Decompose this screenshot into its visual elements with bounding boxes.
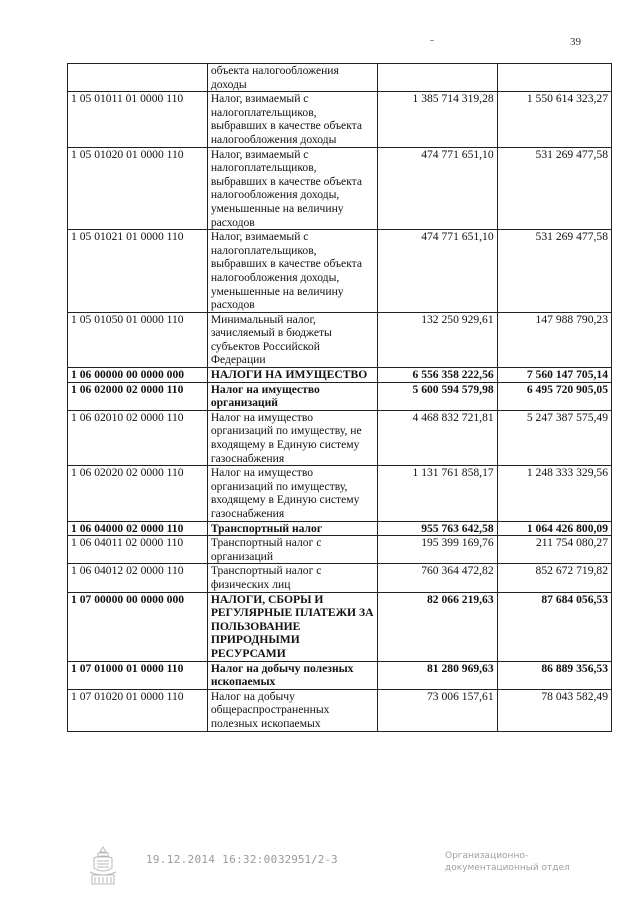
row-value-1 <box>378 64 497 92</box>
row-code: 1 07 01000 01 0000 110 <box>68 661 208 689</box>
row-value-1: 955 763 642,58 <box>378 521 497 536</box>
row-value-2: 1 550 614 323,27 <box>497 92 611 147</box>
row-code: 1 07 01020 01 0000 110 <box>68 689 208 731</box>
row-value-1: 1 385 714 319,28 <box>378 92 497 147</box>
row-name: Налог на добычу полезных ископаемых <box>207 661 377 689</box>
row-value-1: 82 066 219,63 <box>378 592 497 661</box>
row-code: 1 05 01011 01 0000 110 <box>68 92 208 147</box>
row-name: НАЛОГИ, СБОРЫ И РЕГУЛЯРНЫЕ ПЛАТЕЖИ ЗА ПОЛЬЗОВАНИЕ ПРИРОДНЫМИ РЕСУРСАМИ <box>207 592 377 661</box>
row-code: 1 05 01021 01 0000 110 <box>68 230 208 313</box>
row-value-2: 852 672 719,82 <box>497 564 611 592</box>
row-value-2: 531 269 477,58 <box>497 230 611 313</box>
registration-datetime: 19.12.2014 16:32:00 <box>146 853 278 866</box>
table-row <box>68 689 612 731</box>
table-row <box>68 661 612 689</box>
row-code: 1 05 01050 01 0000 110 <box>68 312 208 367</box>
row-value-2: 147 988 790,23 <box>497 312 611 367</box>
department-line-1: Организационно- <box>445 851 529 861</box>
table-row <box>68 410 612 465</box>
row-name: Налог на имущество организаций по имуществу, входящему в Единую систему газоснабжения <box>207 466 377 521</box>
row-name: объекта налогообложения доходы <box>207 64 377 92</box>
row-code: 1 07 00000 00 0000 000 <box>68 592 208 661</box>
row-value-2: 86 889 356,53 <box>497 661 611 689</box>
registration-number: 32951/2-3 <box>278 853 338 866</box>
page-number: 39 <box>570 36 581 48</box>
row-code: 1 06 02020 02 0000 110 <box>68 466 208 521</box>
row-value-1: 474 771 651,10 <box>378 147 497 230</box>
scan-artifact <box>430 40 434 41</box>
department-line-2: документационный отдел <box>445 863 570 873</box>
table-row <box>68 564 612 592</box>
row-name: Налог на имущество организаций <box>207 382 377 410</box>
row-name: Транспортный налог с физических лиц <box>207 564 377 592</box>
row-value-1: 760 364 472,82 <box>378 564 497 592</box>
row-value-1: 4 468 832 721,81 <box>378 410 497 465</box>
row-code: 1 06 02000 02 0000 110 <box>68 382 208 410</box>
row-value-2: 7 560 147 705,14 <box>497 368 611 383</box>
table-row <box>68 592 612 661</box>
row-value-2: 1 064 426 800,09 <box>497 521 611 536</box>
row-value-1: 132 250 929,61 <box>378 312 497 367</box>
table-row <box>68 466 612 521</box>
row-value-2: 1 248 333 329,56 <box>497 466 611 521</box>
row-value-2: 531 269 477,58 <box>497 147 611 230</box>
table-row <box>68 368 612 383</box>
row-code: 1 06 00000 00 0000 000 <box>68 368 208 383</box>
table-row <box>68 64 612 92</box>
department-stamp <box>445 850 595 874</box>
row-value-2: 5 247 387 575,49 <box>497 410 611 465</box>
row-value-2: 211 754 080,27 <box>497 536 611 564</box>
row-value-1: 81 280 969,63 <box>378 661 497 689</box>
row-code <box>68 64 208 92</box>
row-code: 1 06 02010 02 0000 110 <box>68 410 208 465</box>
row-code: 1 06 04000 02 0000 110 <box>68 521 208 536</box>
budget-table <box>67 63 612 732</box>
row-value-1: 195 399 169,76 <box>378 536 497 564</box>
row-value-2: 78 043 582,49 <box>497 689 611 731</box>
row-value-1: 73 006 157,61 <box>378 689 497 731</box>
row-name: НАЛОГИ НА ИМУЩЕСТВО <box>207 368 377 383</box>
row-value-1: 474 771 651,10 <box>378 230 497 313</box>
row-value-2: 87 684 056,53 <box>497 592 611 661</box>
row-name: Минимальный налог, зачисляемый в бюджеты субъектов Российской Федерации <box>207 312 377 367</box>
page-footer <box>0 840 640 900</box>
coat-of-arms-icon <box>86 844 120 888</box>
row-value-1: 5 600 594 579,98 <box>378 382 497 410</box>
table-row <box>68 312 612 367</box>
row-code: 1 06 04011 02 0000 110 <box>68 536 208 564</box>
row-value-1: 1 131 761 858,17 <box>378 466 497 521</box>
table-row <box>68 147 612 230</box>
table-row <box>68 230 612 313</box>
row-name: Налог, взимаемый с налогоплательщиков, выбравших в качестве объекта налогообложения доходы, уменьшенные на величину расходов <box>207 147 377 230</box>
row-name: Транспортный налог <box>207 521 377 536</box>
row-name: Налог на добычу общераспространенных полезных ископаемых <box>207 689 377 731</box>
row-name: Транспортный налог с организаций <box>207 536 377 564</box>
row-code: 1 06 04012 02 0000 110 <box>68 564 208 592</box>
row-value-2 <box>497 64 611 92</box>
row-name: Налог на имущество организаций по имуществу, не входящему в Единую систему газоснабжения <box>207 410 377 465</box>
table-row <box>68 382 612 410</box>
table-row <box>68 92 612 147</box>
row-code: 1 05 01020 01 0000 110 <box>68 147 208 230</box>
row-name: Налог, взимаемый с налогоплательщиков, выбравших в качестве объекта налогообложения доходы, уменьшенные на величину расходов <box>207 230 377 313</box>
table-row <box>68 536 612 564</box>
budget-table-body <box>68 64 612 732</box>
table-row <box>68 521 612 536</box>
row-value-2: 6 495 720 905,05 <box>497 382 611 410</box>
row-value-1: 6 556 358 222,56 <box>378 368 497 383</box>
row-name: Налог, взимаемый с налогоплательщиков, выбравших в качестве объекта налогообложения доходы <box>207 92 377 147</box>
